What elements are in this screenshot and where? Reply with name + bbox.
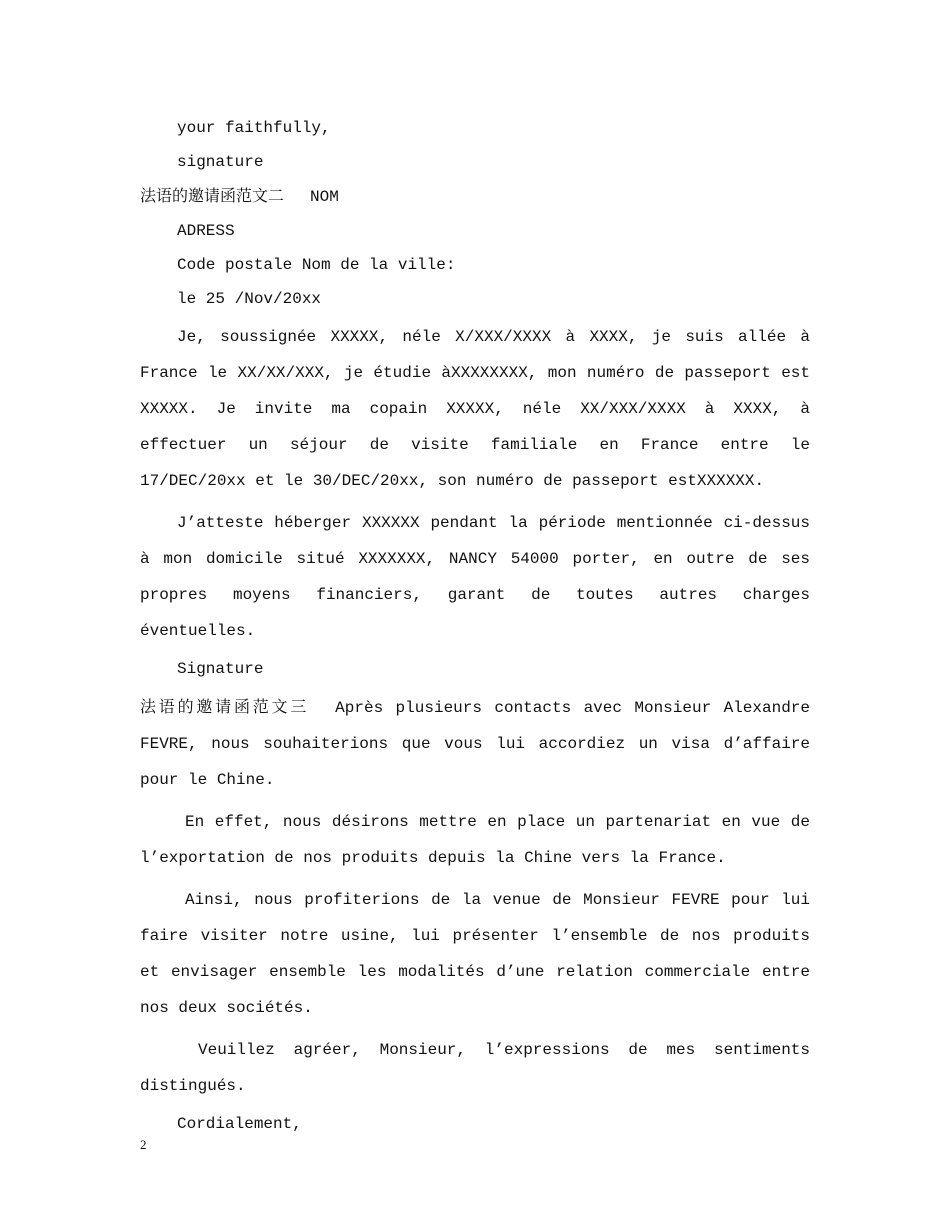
- sample3-paragraph-1: Après plusieurs contacts avec Monsieur Alexandre FEVRE, nous souhaiterions que vous lui accordiez un visa d’affaire pour le Chine.: [140, 699, 810, 789]
- sample2-date: le 25 /Nov/20xx: [177, 290, 322, 308]
- sample2-heading-line: [140, 182, 810, 211]
- sample3-paragraph-4: Veuillez agréer, Monsieur, l’expressions de mes sentiments distingués.: [140, 1041, 810, 1095]
- signature-line: signature: [177, 153, 264, 171]
- closing-line: your faithfully,: [177, 119, 331, 137]
- sample2-heading: 法语的邀请函范文二: [140, 186, 285, 205]
- sample3-heading-line: [140, 689, 810, 798]
- sample2-signature: Signature: [177, 660, 264, 678]
- page-body: [140, 114, 810, 1144]
- sample3-paragraph-3: Ainsi, nous profiterions de la venue de Monsieur FEVRE pour lui faire visiter notre usine, lui présenter l’ensemble de nos produits et envisager ensemble les modalités d’une relation commerciale entre nos deux sociétés.: [140, 891, 810, 1017]
- sample2-postal: Code postale Nom de la ville:: [177, 256, 456, 274]
- sample2-paragraph-2: J’atteste héberger XXXXXX pendant la période mentionnée ci-dessus à mon domicile situé XXXXXXX, NANCY 54000 porter, en outre de ses propres moyens financiers, garant de toutes autres charges éventuelles.: [140, 514, 810, 640]
- page-number: 2: [140, 1137, 147, 1152]
- sample2-name: NOM: [310, 188, 339, 206]
- sample3-closing: Cordialement,: [177, 1115, 302, 1133]
- sample3-paragraph-2: En effet, nous désirons mettre en place un partenariat en vue de l’exportation de nos produits depuis la Chine vers la France.: [140, 813, 810, 867]
- sample2-address: ADRESS: [177, 222, 235, 240]
- sample3-heading: 法语的邀请函范文三: [140, 697, 310, 716]
- sample2-paragraph-1: Je, soussignée XXXXX, néle X/XXX/XXXX à XXXX, je suis allée à France le XX/XX/XXX, je étudie àXXXXXXXX, mon numéro de passeport est XXXXX. Je invite ma copain XXXXX, néle XX/XXX/XXXX à XXXX, à effectuer un séjour de visite familiale en France entre le 17/DEC/20xx et le 30/DEC/20xx, son numéro de passeport estXXXXXX.: [140, 328, 810, 490]
